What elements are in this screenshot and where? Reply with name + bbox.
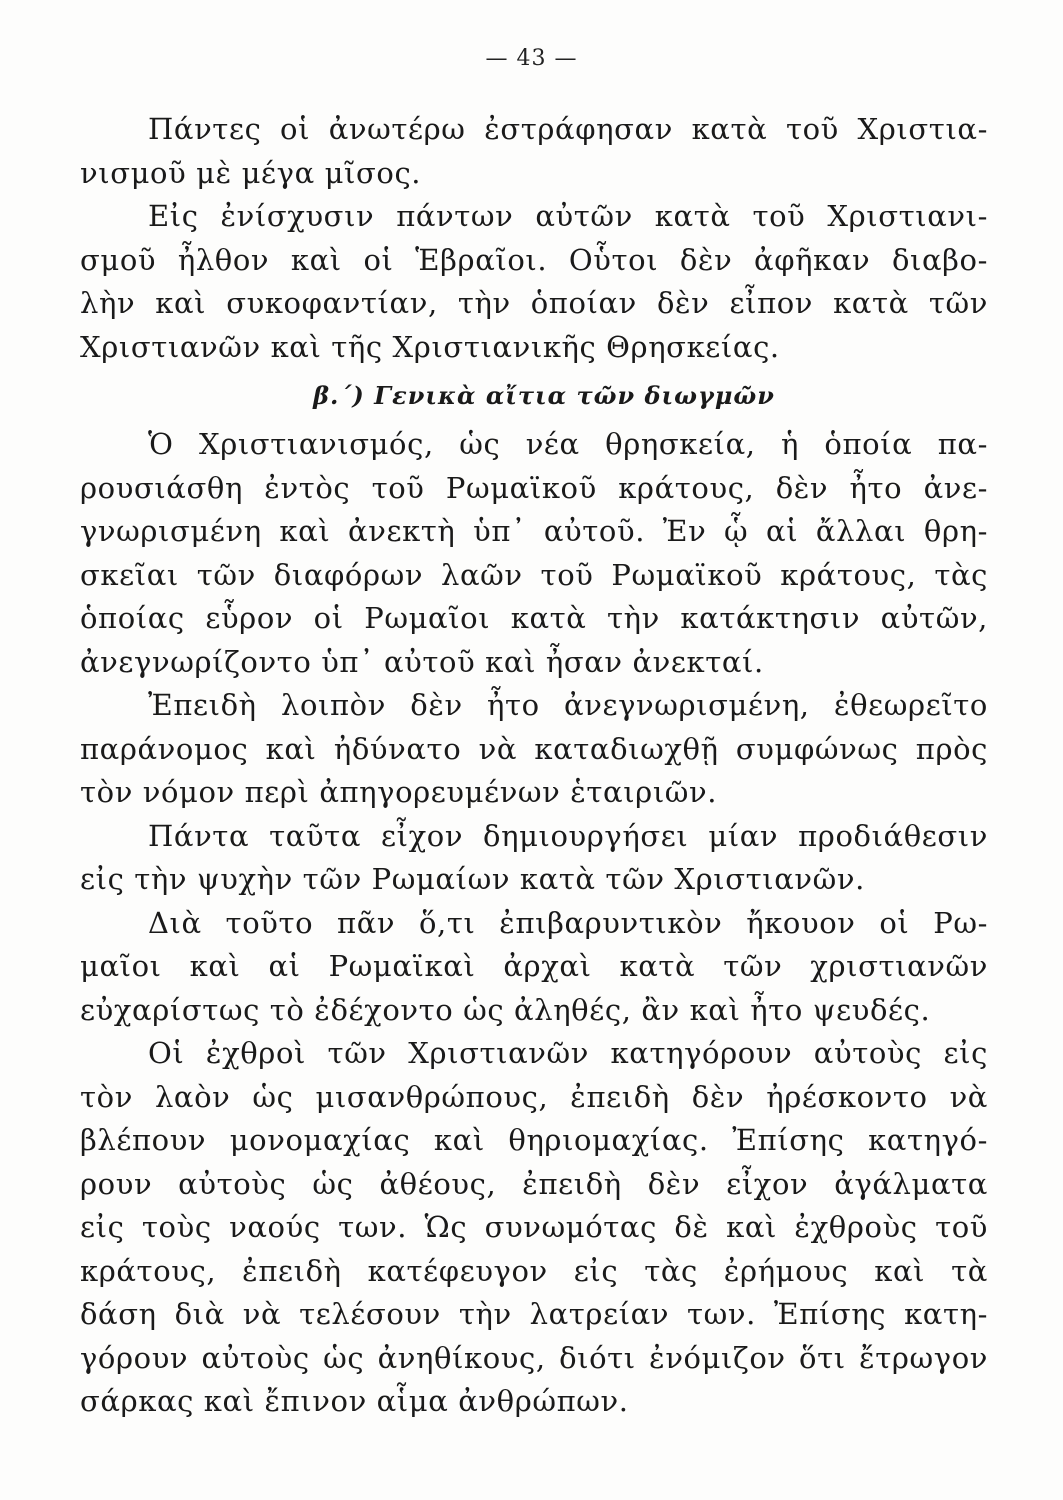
text-line: δάση διὰ νὰ τελέσουν τὴν λατρείαν των. Ἐπίσης κατη- [80,1297,988,1331]
text-line: βλέπουν μονομαχίας καὶ θηριομαχίας. Ἐπίσης κατηγό- [80,1123,988,1157]
text-line: ἀνεγνωρίζοντο ὑπ᾽ αὐτοῦ καὶ ἦσαν ἀνεκταί. [80,644,764,679]
text-line: Ἐπειδὴ λοιπὸν δὲν ἦτο ἀνεγνωρισμένη, ἐθεωρεῖτο [148,688,988,722]
text-line: Πάντα ταῦτα εἶχον δημιουργήσει μίαν προδιάθεσιν [148,818,988,853]
text-line: γνωρισμένη καὶ ἀνεκτὴ ὑπ᾽ αὐτοῦ. Ἐν ᾧ αἱ ἄλλαι θρη- [80,514,988,548]
text-line: Διὰ τοῦτο πᾶν ὅ,τι ἐπιβαρυντικὸν ἤκουον οἱ Ρω- [148,905,988,940]
text-line: σκεῖαι τῶν διαφόρων λαῶν τοῦ Ρωμαϊκοῦ κράτους, τὰς [80,557,988,592]
text-line: ὁποίας εὗρον οἱ Ρωμαῖοι κατὰ τὴν κατάκτησιν αὐτῶν, [80,601,988,635]
text-line: γόρουν αὐτοὺς ὡς ἀνηθίκους, διότι ἐνόμιζον ὅτι ἔτρωγον [80,1340,988,1375]
text-line: κράτους, ἐπειδὴ κατέφευγον εἰς τὰς ἐρήμους καὶ τὰ [80,1253,988,1288]
body-text [80,108,988,1424]
text-line: εἰς τὴν ψυχὴν τῶν Ρωμαίων κατὰ τῶν Χριστιανῶν. [80,862,865,896]
text-line: νισμοῦ μὲ μέγα μῖσος. [80,155,422,190]
text-line: ρουσιάσθη ἐντὸς τοῦ Ρωμαϊκοῦ κράτους, δὲν ἦτο ἀνε- [80,470,988,505]
text-line: Οἱ ἐχθροὶ τῶν Χριστιανῶν κατηγόρουν αὐτοὺς εἰς [148,1036,988,1070]
text-line: τὸν νόμον περὶ ἀπηγορευμένων ἑταιριῶν. [80,775,718,809]
page-number: — 43 — [485,46,578,71]
text-line: Χριστιανῶν καὶ τῆς Χριστιανικῆς Θρησκείας. [80,329,780,364]
text-line: παράνομος καὶ ἠδύνατο νὰ καταδιωχθῇ συμφώνως πρὸς [80,731,988,766]
text-line: εἰς τοὺς ναούς των. Ὡς συνωμότας δὲ καὶ ἐχθροὺς τοῦ [80,1210,988,1244]
text-line: Ὁ Χριστιανισμός, ὡς νέα θρησκεία, ἡ ὁποία πα- [148,427,988,461]
text-line: Εἰς ἐνίσχυσιν πάντων αὐτῶν κατὰ τοῦ Χριστιανι- [148,199,988,233]
section-heading: β.´) Γενικὰ αἴτια τῶν διωγμῶν [313,381,775,410]
text-line: σμοῦ ἦλθον καὶ οἱ Ἑβραῖοι. Οὗτοι δὲν ἀφῆκαν διαβο- [80,242,988,277]
text-line: σάρκας καὶ ἔπινον αἷμα ἀνθρώπων. [80,1384,629,1418]
text-line: μαῖοι καὶ αἱ Ρωμαϊκαὶ ἀρχαὶ κατὰ τῶν χριστιανῶν [80,949,988,983]
text-line: ρουν αὐτοὺς ὡς ἀθέους, ἐπειδὴ δὲν εἶχον ἀγάλματα [80,1166,988,1201]
text-line: λὴν καὶ συκοφαντίαν, τὴν ὁποίαν δὲν εἶπον κατὰ τῶν [80,286,988,320]
text-line: τὸν λαὸν ὡς μισανθρώπους, ἐπειδὴ δὲν ἠρέσκοντο νὰ [80,1079,988,1114]
text-line: Πάντες οἱ ἀνωτέρω ἐστράφησαν κατὰ τοῦ Χριστια- [148,112,988,146]
text-line: εὐχαρίστως τὸ ἐδέχοντο ὡς ἀληθές, ἂν καὶ ἦτο ψευδές. [80,992,931,1027]
